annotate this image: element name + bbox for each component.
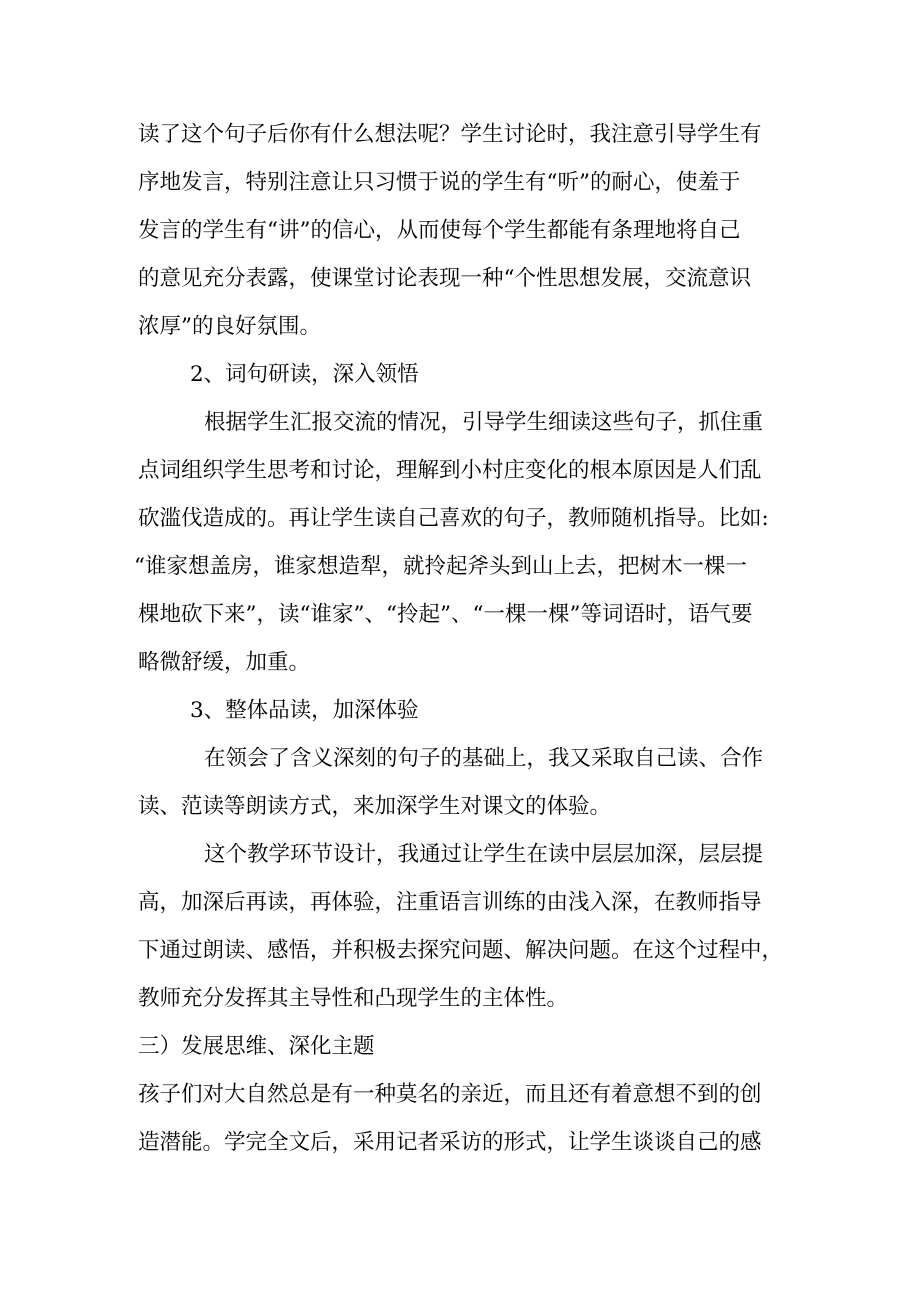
paragraph-line: 教师充分发挥其主导性和凸现学生的主体性。 (138, 986, 569, 1011)
paragraph-line: 在领会了含义深刻的句子的基础上，我又采取自己读、合作 (204, 746, 764, 771)
paragraph-line: 根据学生汇报交流的情况，引导学生细读这些句子，抓住重 (204, 410, 764, 435)
paragraph-line: 造潜能。学完全文后，采用记者采访的形式，让学生谈谈自己的感 (138, 1130, 762, 1155)
paragraph-line: 棵地砍下来”，读“谁家”、“拎起”、“一棵一棵”等词语时，语气要 (138, 602, 753, 627)
paragraph-line: 砍滥伐造成的。再让学生读自己喜欢的句子，教师随机指导。比如: (138, 506, 769, 531)
paragraph-line: 点词组织学生思考和讨论，理解到小村庄变化的根本原因是人们乱 (138, 458, 762, 483)
section-heading: 3、整体品读，加深体验 (190, 698, 419, 723)
paragraph-line: 的意见充分表露，使课堂讨论表现一种“个性思想发展，交流意识 (138, 266, 751, 291)
paragraph-line: 读、范读等朗读方式，来加深学生对课文的体验。 (138, 794, 612, 819)
paragraph-line: 这个教学环节设计，我通过让学生在读中层层加深，层层提 (204, 842, 764, 867)
paragraph-line: “谁家想盖房，谁家想造犁，就拎起斧头到山上去，把树木一棵一 (134, 554, 747, 579)
section-heading: 三）发展思维、深化主题 (138, 1034, 375, 1059)
paragraph-line: 略微舒缓，加重。 (138, 650, 311, 675)
paragraph-line: 下通过朗读、感悟，并积极去探究问题、解决问题。在这个过程中， (138, 938, 784, 963)
section-heading: 2、词句研读，深入领悟 (190, 362, 419, 387)
paragraph-line: 孩子们对大自然总是有一种莫名的亲近，而且还有着意想不到的创 (138, 1082, 762, 1107)
paragraph-line: 高，加深后再读，再体验，注重语言训练的由浅入深，在教师指导 (138, 890, 762, 915)
paragraph-line: 发言的学生有“讲”的信心，从而使每个学生都能有条理地将自己 (138, 218, 741, 243)
paragraph-line: 序地发言，特别注意让只习惯于说的学生有“听”的耐心，使羞于 (138, 170, 741, 195)
paragraph-line: 浓厚”的良好氛围。 (138, 314, 321, 339)
paragraph-line: 读了这个句子后你有什么想法呢？学生讨论时，我注意引导学生有 (138, 122, 762, 147)
